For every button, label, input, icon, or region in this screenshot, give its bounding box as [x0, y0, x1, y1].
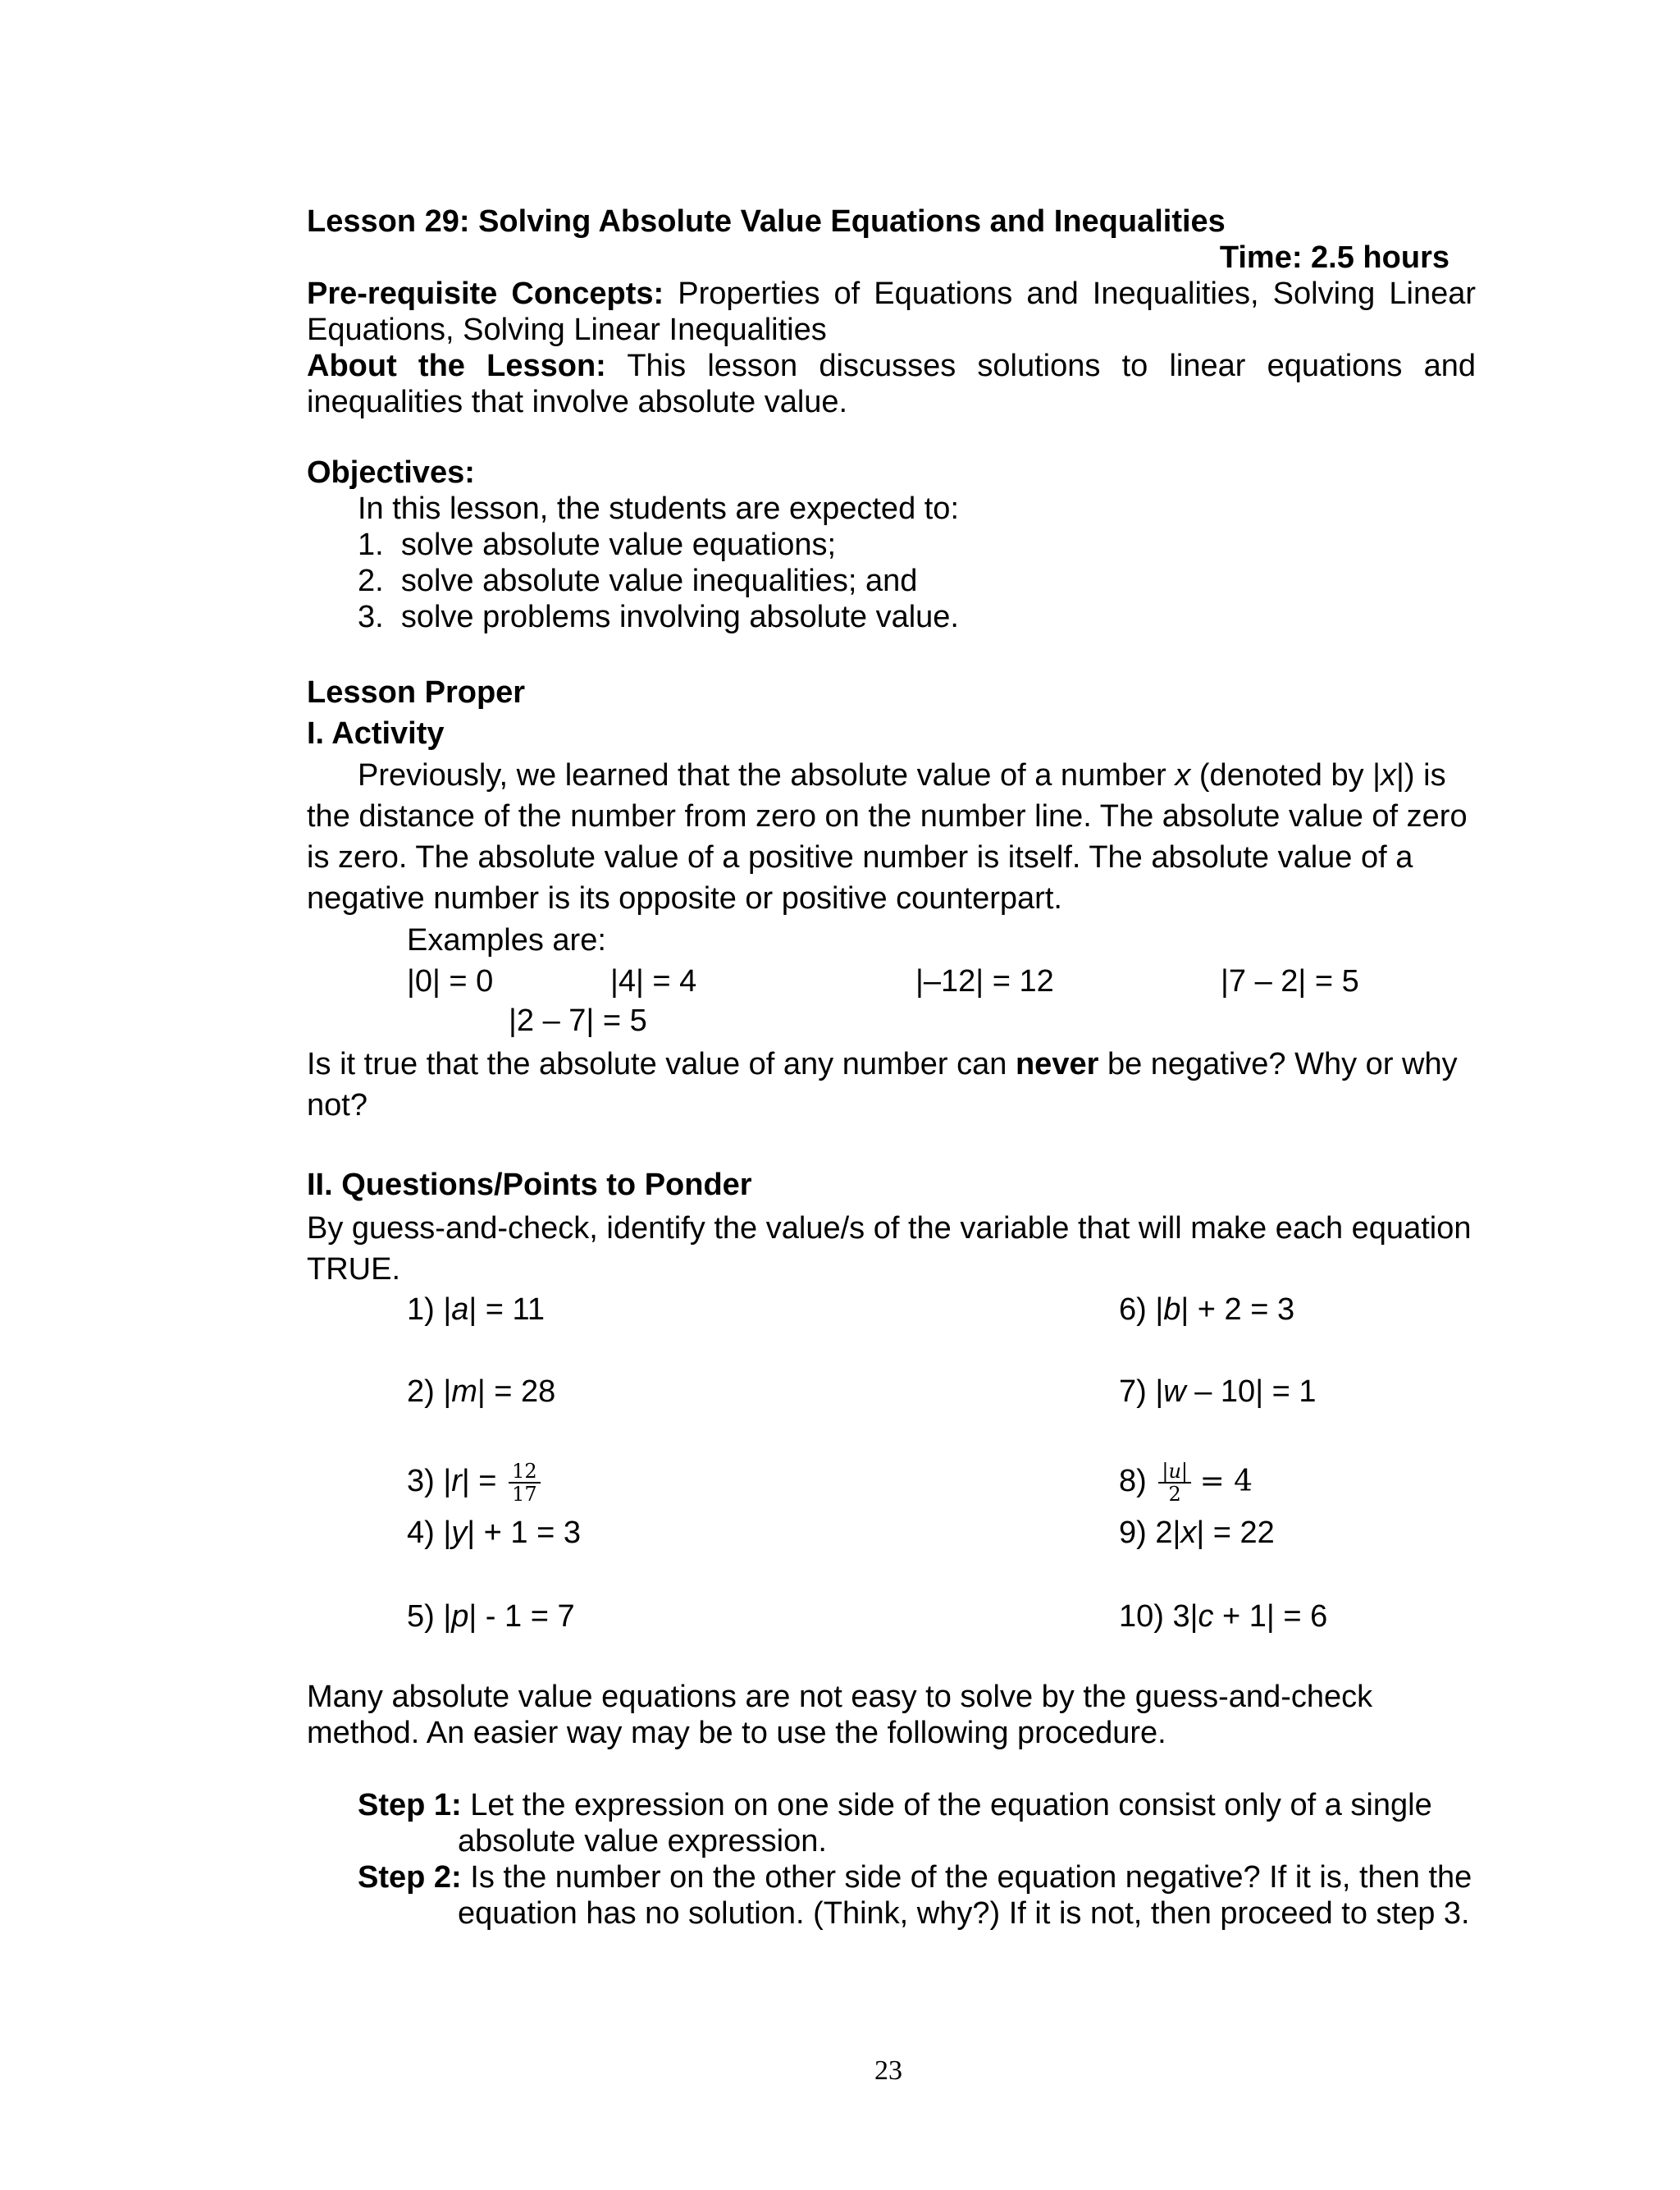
eq-variable: c	[1198, 1599, 1214, 1634]
equation-7	[1119, 1374, 1317, 1410]
equation-8	[1119, 1461, 1253, 1505]
eq-prefix: 3) |	[407, 1464, 452, 1499]
objective-num: 2.	[358, 564, 384, 598]
eq-prefix: 6) |	[1119, 1292, 1164, 1327]
equation-3	[407, 1461, 541, 1505]
objective-text: solve absolute value inequalities; and	[400, 564, 918, 598]
example-1: |0| = 0	[407, 964, 494, 999]
eq-variable: y	[451, 1516, 468, 1550]
activity-text-3: |) is the distance of the number from zero on the number line. The absolute value of zero is zero. The absolute value of a positive number is itself. The absolute value of a negative number is its opposite or positive counterpart.	[307, 758, 1468, 916]
activity-question	[307, 1044, 1476, 1126]
prereq-text: Properties of Equations and Inequalities, Solving Linear Equations, Solving Linear Inequalities	[307, 277, 1477, 347]
eq-variable: x	[1180, 1516, 1197, 1550]
activity-heading: I. Activity	[307, 716, 445, 751]
activity-text-2: (denoted by |	[1198, 758, 1381, 793]
fraction-denominator: 2	[1168, 1483, 1181, 1506]
about-text: This lesson discusses solutions to linear equations and inequalities that involve absolute value.	[307, 349, 1476, 419]
eq-variable: b	[1163, 1292, 1181, 1327]
eq-variable: r	[451, 1464, 462, 1499]
fraction	[509, 1461, 541, 1505]
eq-prefix: 2) |	[407, 1374, 452, 1409]
objectives-heading: Objectives:	[307, 455, 475, 490]
objective-text: solve absolute value equations;	[400, 528, 837, 562]
question-text-2: be negative? Why or why not?	[307, 1047, 1458, 1122]
about-lesson	[307, 348, 1476, 420]
eq-prefix: 9) 2|	[1119, 1516, 1181, 1550]
equation-9	[1119, 1515, 1275, 1551]
step-1-continued: absolute value expression.	[458, 1824, 827, 1859]
eq-prefix: 4) |	[407, 1516, 452, 1550]
question-emphasis: never	[1015, 1047, 1099, 1081]
objective-item-2	[358, 563, 917, 599]
objective-item-1	[358, 527, 836, 563]
objective-num: 1.	[358, 528, 384, 562]
eq-suffix: + 1| = 6	[1213, 1599, 1328, 1634]
equation-6	[1119, 1292, 1294, 1328]
objective-item-3	[358, 599, 959, 635]
prerequisites	[307, 276, 1476, 348]
eq-variable: p	[451, 1599, 469, 1634]
eq-suffix: | + 1 = 3	[467, 1516, 581, 1550]
fraction-numerator: 12	[509, 1461, 541, 1484]
procedure-intro: Many absolute value equations are not easy to solve by the guess-and-check method. An easier way may be to use the following procedure.	[307, 1680, 1373, 1750]
eq-prefix: 5) |	[407, 1599, 452, 1634]
variable-x: x	[1381, 758, 1397, 793]
eq-suffix: | = 28	[477, 1374, 556, 1409]
step-text: Let the expression on one side of the equation consist only of a single	[470, 1788, 1432, 1822]
question-text-1: Is it true that the absolute value of any number can	[307, 1047, 1007, 1081]
step-label: Step 2:	[358, 1860, 462, 1895]
eq-suffix: | = 22	[1196, 1516, 1275, 1550]
equation-5	[407, 1598, 575, 1634]
eq-variable: w	[1163, 1374, 1186, 1409]
step-2	[358, 1859, 1472, 1895]
eq-prefix: 1) |	[407, 1292, 452, 1327]
example-4: |7 – 2| = 5	[1221, 964, 1359, 999]
examples-label: Examples are:	[407, 923, 606, 958]
activity-paragraph	[307, 755, 1476, 919]
eq-variable: m	[451, 1374, 477, 1409]
ponder-heading: II. Questions/Points to Ponder	[307, 1168, 752, 1202]
fraction-numerator: |u|	[1158, 1461, 1191, 1484]
prereq-label: Pre-requisite Concepts:	[307, 277, 664, 311]
equation-10	[1119, 1598, 1327, 1634]
equation-4	[407, 1515, 581, 1551]
example-2: |4| = 4	[610, 964, 697, 999]
example-3: |–12| = 12	[915, 964, 1054, 999]
fraction-denominator: 17	[512, 1483, 537, 1506]
eq-suffix: = 4	[1199, 1465, 1253, 1499]
equation-2	[407, 1374, 555, 1410]
activity-text-1: Previously, we learned that the absolute value of a number	[358, 758, 1166, 793]
lesson-title: Lesson 29: Solving Absolute Value Equations and Inequalities	[307, 204, 1226, 239]
eq-suffix: | + 2 = 3	[1180, 1292, 1295, 1327]
step-1	[358, 1787, 1432, 1823]
lesson-proper-heading: Lesson Proper	[307, 675, 526, 710]
eq-suffix: | =	[461, 1464, 497, 1499]
lesson-time: Time: 2.5 hours	[1219, 240, 1449, 275]
eq-suffix: – 10| = 1	[1185, 1374, 1317, 1409]
eq-suffix: | - 1 = 7	[468, 1599, 575, 1634]
fraction	[1158, 1461, 1191, 1505]
page-number: 23	[874, 2055, 902, 2086]
step-text: Is the number on the other side of the equation negative? If it is, then the	[470, 1860, 1472, 1895]
objectives-intro: In this lesson, the students are expected to:	[358, 491, 960, 526]
step-2-continued: equation has no solution. (Think, why?) If it is not, then proceed to step 3.	[458, 1896, 1470, 1931]
about-label: About the Lesson:	[307, 349, 606, 383]
step-label: Step 1:	[358, 1788, 462, 1822]
eq-suffix: | = 11	[468, 1292, 545, 1327]
eq-prefix: 8)	[1119, 1464, 1147, 1499]
eq-variable: a	[451, 1292, 469, 1327]
objective-num: 3.	[358, 600, 384, 634]
eq-prefix: 10) 3|	[1119, 1599, 1198, 1634]
ponder-intro: By guess-and-check, identify the value/s of the variable that will make each equation TRUE.	[307, 1211, 1472, 1287]
variable-x: x	[1175, 758, 1191, 793]
objective-text: solve problems involving absolute value.	[400, 600, 959, 634]
eq-prefix: 7) |	[1119, 1374, 1164, 1409]
example-5: |2 – 7| = 5	[509, 1004, 647, 1038]
equation-1	[407, 1292, 545, 1328]
